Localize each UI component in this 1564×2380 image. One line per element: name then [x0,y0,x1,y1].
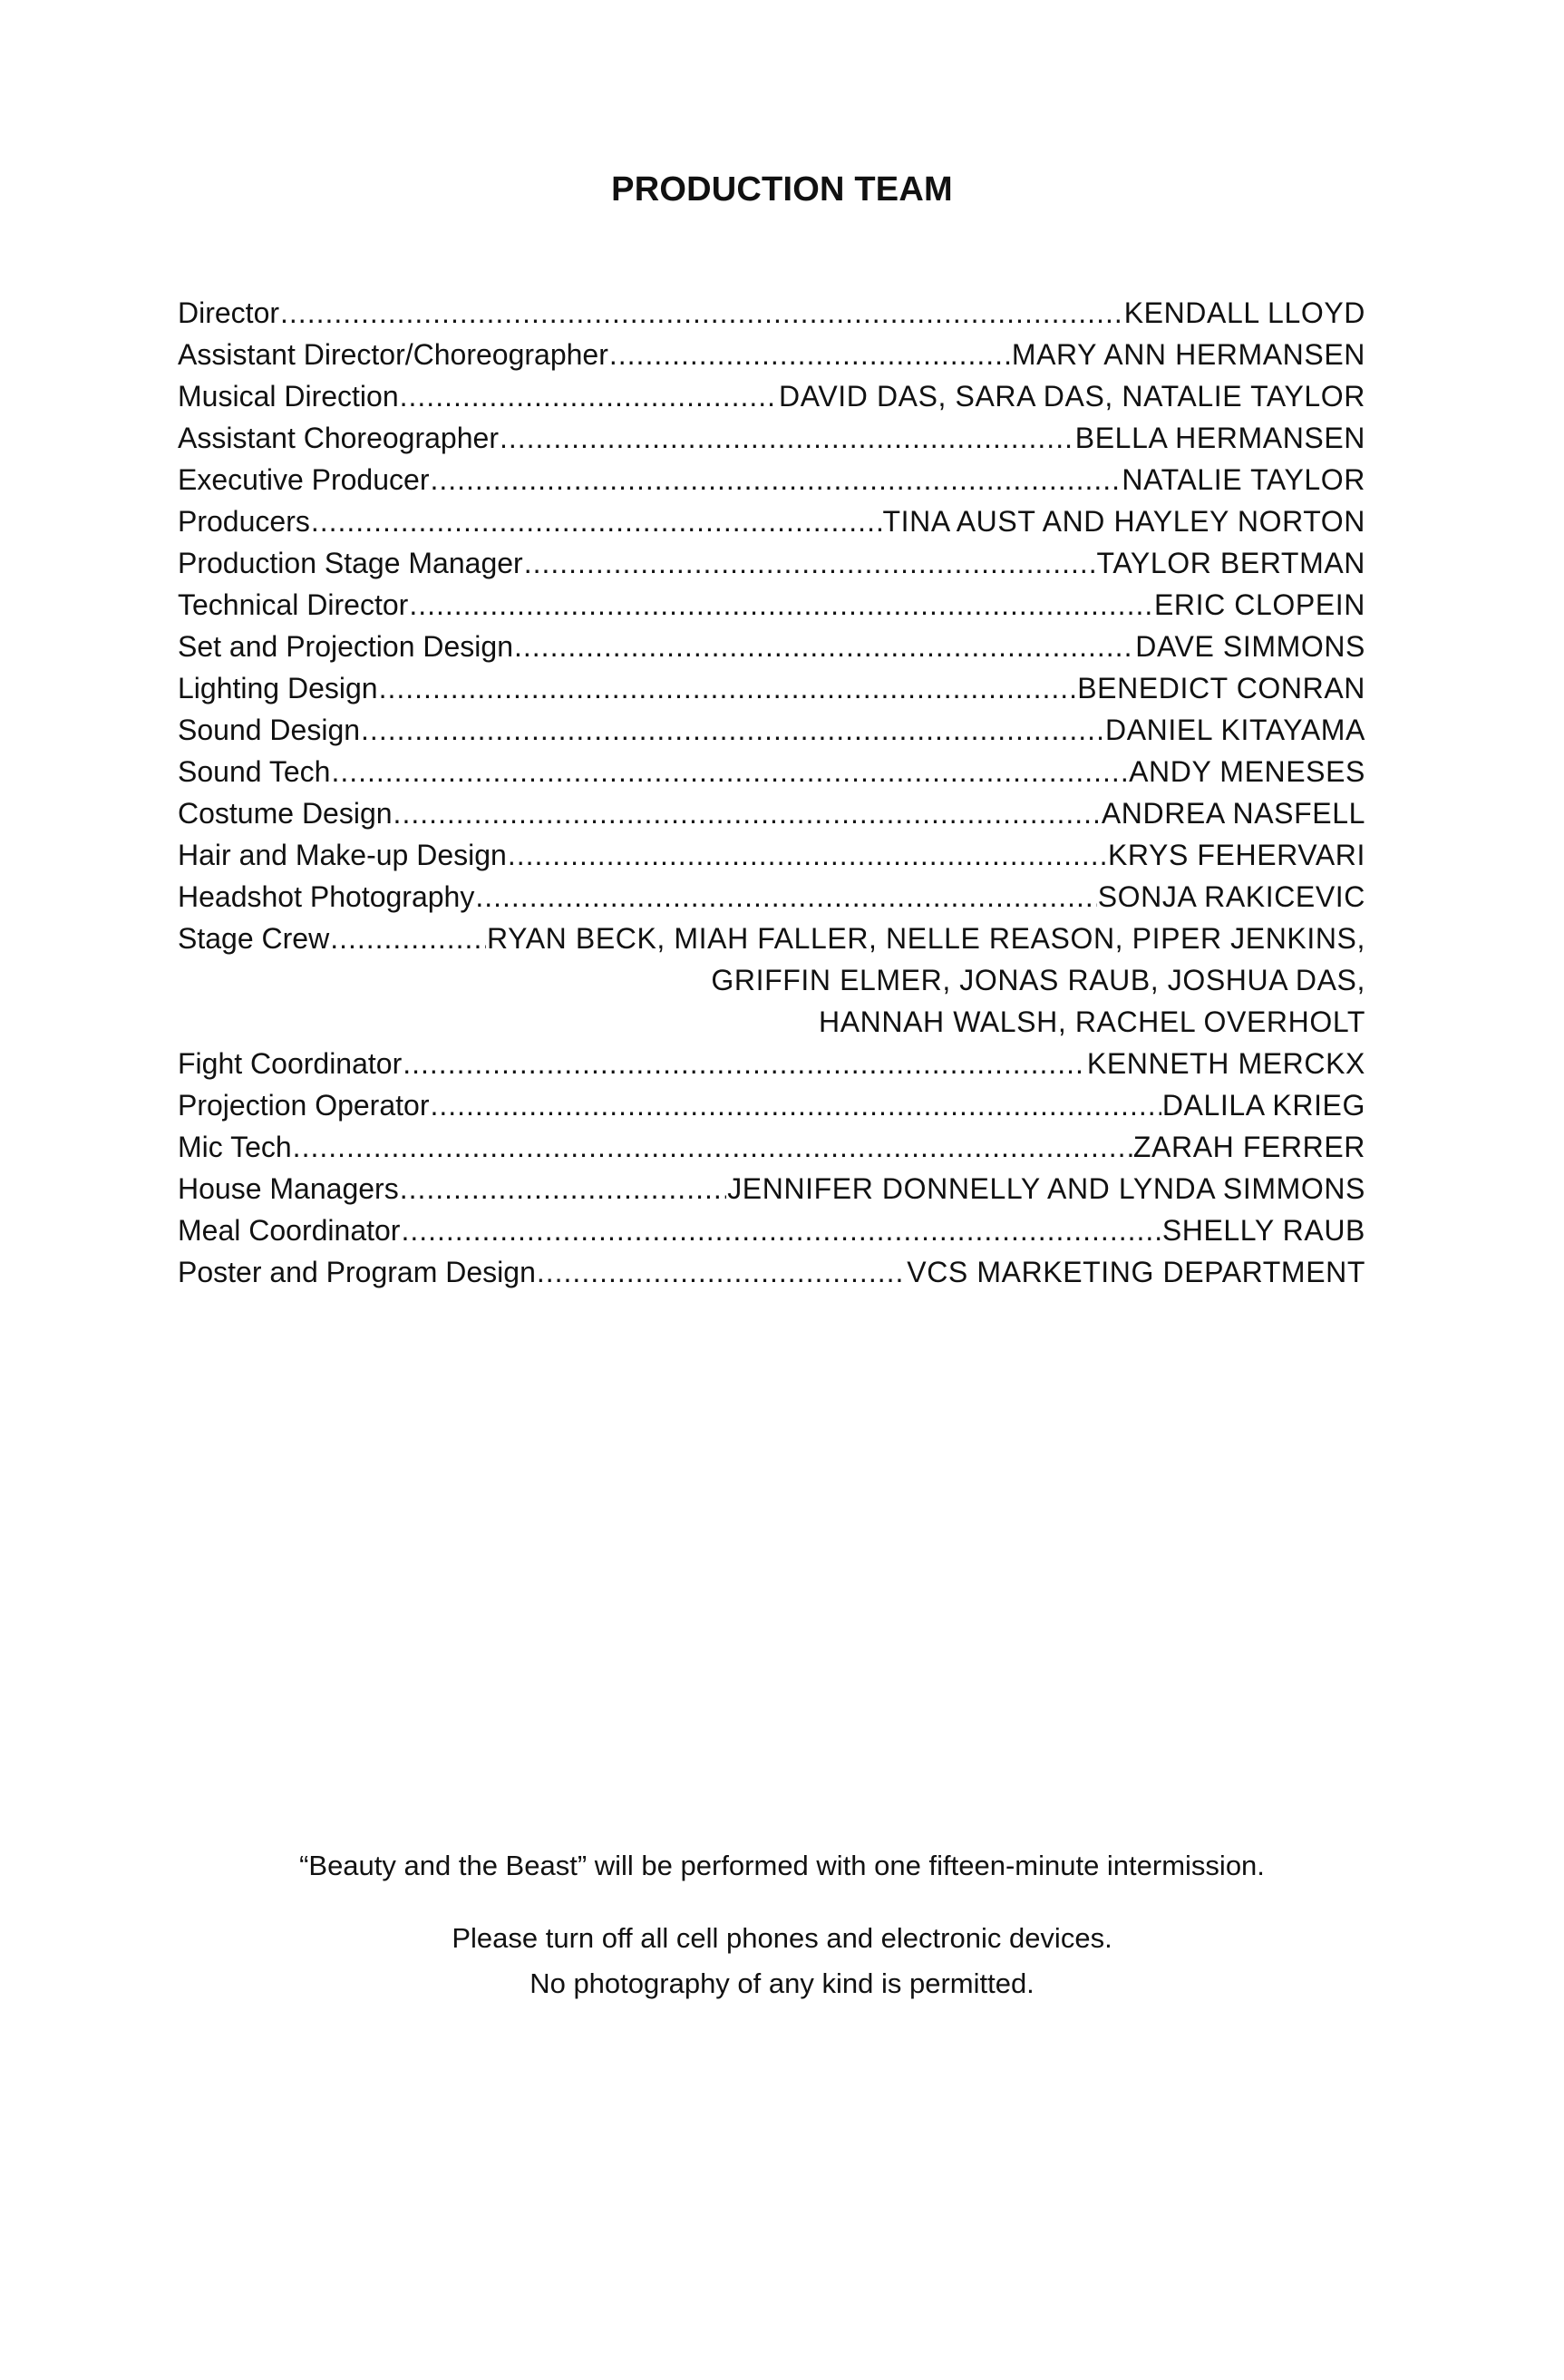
credit-role: Costume Design [178,797,393,830]
dot-leader [280,292,1123,334]
credit-row-costume-design [178,792,1365,834]
intermission-note: “Beauty and the Beast” will be performed with one fifteen-minute intermission. [299,1850,1265,1881]
credit-name: DAVID DAS, SARA DAS, NATALIE TAYLOR [779,380,1365,413]
dot-leader [379,667,1077,709]
credit-role: Lighting Design [178,672,378,704]
credit-role: Sound Tech [178,755,331,788]
credit-name: SHELLY RAUB [1161,1214,1365,1247]
dot-leader [430,1084,1161,1126]
credit-role: Set and Projection Design [178,630,513,663]
credit-name: NATALIE TAYLOR [1122,463,1365,496]
credit-row-house-managers [178,1168,1365,1209]
dot-leader [524,542,1096,584]
photography-note: No photography of any kind is permitted. [529,1967,1035,1999]
credit-row-projection-operator [178,1084,1365,1126]
dot-leader [508,834,1107,876]
credit-role: Production Stage Manager [178,547,523,579]
dot-leader [331,751,1128,792]
credit-role: Poster and Program Design [178,1256,536,1288]
credit-name: ANDY MENESES [1129,755,1365,788]
dot-leader [330,918,486,959]
credit-row-set-projection-design [178,626,1365,667]
credit-name: SONJA RAKICEVIC [1097,880,1365,913]
credit-role: Musical Direction [178,380,399,413]
credit-row-producers [178,500,1365,542]
credit-row-stage-crew [178,918,1365,959]
credit-name: JENNIFER DONNELLY AND LYNDA SIMMONS [727,1172,1365,1205]
credit-name: BELLA HERMANSEN [1074,422,1365,454]
credit-role: Mic Tech [178,1131,292,1163]
dot-leader [293,1126,1132,1168]
credit-row-fight-coordinator [178,1043,1365,1084]
credit-row-mic-tech [178,1126,1365,1168]
dot-leader [401,1209,1161,1251]
dot-leader [500,417,1074,459]
dot-leader [393,792,1101,834]
credit-row-lighting-design [178,667,1365,709]
credit-role: Sound Design [178,714,361,746]
dot-leader [361,709,1104,751]
credit-row-sound-design [178,709,1365,751]
dot-leader [409,584,1153,626]
dot-leader [537,1251,906,1293]
credit-row-musical-direction [178,375,1365,417]
credit-role: Assistant Director/Choreographer [178,338,608,371]
credit-role: Executive Producer [178,463,430,496]
credit-row-assistant-choreographer [178,417,1365,459]
credit-name: KRYS FEHERVARI [1107,839,1365,871]
credit-name: KENDALL LLOYD [1123,296,1365,329]
credit-row-executive-producer [178,459,1365,500]
credit-role: Meal Coordinator [178,1214,401,1247]
credit-name: DALILA KRIEG [1161,1089,1365,1122]
dot-leader [400,1168,727,1209]
credit-name: KENNETH MERCKX [1086,1047,1365,1080]
credit-name: DANIEL KITAYAMA [1105,714,1365,746]
credit-name: RYAN BECK, MIAH FALLER, NELLE REASON, PIPER JENKINS, [487,922,1365,955]
stage-crew-continued-line: HANNAH WALSH, RACHEL OVERHOLT [819,1005,1365,1038]
credit-role: Director [178,296,280,329]
credit-role: Technical Director [178,588,409,621]
credit-name: VCS MARKETING DEPARTMENT [907,1256,1365,1288]
credit-role: Projection Operator [178,1089,430,1122]
credit-row-assistant-director [178,334,1365,375]
credit-role: Stage Crew [178,922,330,955]
dot-leader [311,500,882,542]
credit-role: Assistant Choreographer [178,422,499,454]
dot-leader [514,626,1134,667]
credit-name: TINA AUST AND HAYLEY NORTON [882,505,1365,538]
dot-leader [609,334,1011,375]
credit-name: BENEDICT CONRAN [1077,672,1365,704]
credit-name: TAYLOR BERTMAN [1096,547,1365,579]
credit-row-director [178,292,1365,334]
stage-crew-continued-line: GRIFFIN ELMER, JONAS RAUB, JOSHUA DAS, [711,964,1365,996]
dot-leader [400,375,778,417]
dot-leader [475,876,1096,918]
credit-name: ZARAH FERRER [1132,1131,1365,1163]
credit-name: MARY ANN HERMANSEN [1011,338,1365,371]
credit-name: ANDREA NASFELL [1101,797,1365,830]
page-title: PRODUCTION TEAM [611,170,953,209]
credit-role: Hair and Make-up Design [178,839,507,871]
credit-row-meal-coordinator [178,1209,1365,1251]
credit-role: Headshot Photography [178,880,475,913]
credit-role: Fight Coordinator [178,1047,403,1080]
credit-name: DAVE SIMMONS [1135,630,1365,663]
credit-row-sound-tech [178,751,1365,792]
credit-row-technical-director [178,584,1365,626]
dot-leader [430,459,1121,500]
credits-list [178,292,1365,1293]
credit-name: ERIC CLOPEIN [1153,588,1365,621]
dot-leader [403,1043,1086,1084]
credit-row-hair-makeup-design [178,834,1365,876]
credit-role: House Managers [178,1172,399,1205]
credit-row-headshot-photography [178,876,1365,918]
credit-row-poster-program-design [178,1251,1365,1293]
credit-role: Producers [178,505,310,538]
devices-note: Please turn off all cell phones and electronic devices. [452,1922,1112,1954]
credit-row-production-stage-manager [178,542,1365,584]
